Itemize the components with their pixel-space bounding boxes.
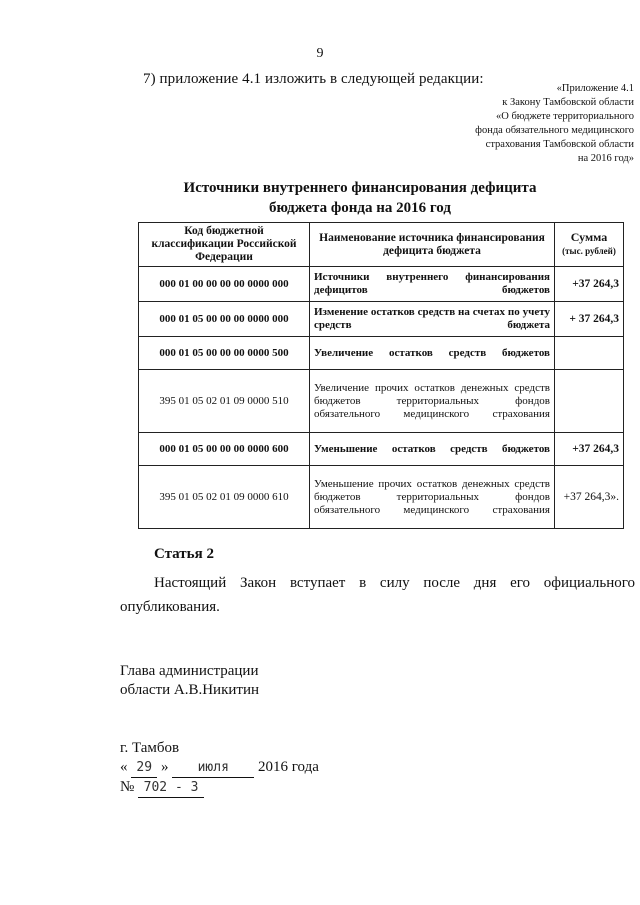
signature-block: [120, 662, 259, 700]
table-row: [139, 370, 624, 433]
cell-code: 000 01 05 00 00 00 0000 000: [139, 302, 310, 337]
header-sum: [555, 223, 624, 267]
cell-sum: +37 264,3: [555, 433, 624, 466]
number-label: №: [120, 779, 135, 795]
signature-title: Глава администрации: [120, 663, 259, 679]
cell-code: 000 01 05 00 00 00 0000 500: [139, 337, 310, 370]
table-row: [139, 267, 624, 302]
table-row: [139, 337, 624, 370]
appendix-reference: [434, 82, 634, 166]
article-text: Настоящий Закон вступает в силу после дня его официального опубликования.: [120, 575, 635, 615]
header-code: Код бюджетной классификации Российской Федерации: [139, 223, 310, 267]
cell-sum: +37 264,3: [555, 267, 624, 302]
date-year: 2016 года: [258, 759, 319, 775]
page-number: 9: [316, 46, 324, 61]
table-header-row: [139, 223, 624, 267]
cell-code: 395 01 05 02 01 09 0000 610: [139, 466, 310, 529]
place-date-block: [120, 739, 319, 798]
date-day: 29: [131, 758, 157, 778]
cell-name: Уменьшение остатков средств бюджетов: [310, 433, 555, 466]
header-name: Наименование источника финансирования дефицита бюджета: [310, 223, 555, 267]
article-heading: Статья 2: [154, 546, 214, 562]
date-line: [120, 758, 319, 778]
cell-name: Уменьшение прочих остатков денежных средств бюджетов территориальных фондов обязательного медицинского страхования: [310, 466, 555, 529]
table-row: [139, 302, 624, 337]
cell-sum: +37 264,3».: [555, 466, 624, 529]
signature-name: области А.В.Никитин: [120, 682, 260, 698]
header-sum-unit: (тыс. рублей): [562, 246, 616, 256]
appendix-line: «О бюджете территориального: [496, 111, 634, 122]
cell-code: 000 01 05 00 00 00 0000 600: [139, 433, 310, 466]
date-month: июля: [172, 758, 254, 778]
appendix-line: «Приложение 4.1: [556, 83, 634, 94]
document-title: [150, 178, 570, 218]
title-line-1: Источники внутреннего финансирования дефицита: [183, 180, 537, 196]
title-line-2: бюджета фонда на 2016 год: [269, 200, 451, 216]
intro-text: 7) приложение 4.1 изложить в следующей редакции:: [143, 71, 484, 87]
number-value: 702 - З: [138, 778, 204, 798]
table-row: [139, 466, 624, 529]
cell-sum: + 37 264,3: [555, 302, 624, 337]
appendix-line: к Закону Тамбовской области: [502, 97, 634, 108]
cell-name: Увеличение остатков средств бюджетов: [310, 337, 555, 370]
city: г. Тамбов: [120, 740, 180, 756]
cell-sum: [555, 337, 624, 370]
cell-name: Увеличение прочих остатков денежных средств бюджетов территориальных фондов обязательного медицинского страхования: [310, 370, 555, 433]
appendix-line: фонда обязательного медицинского: [475, 125, 634, 136]
cell-sum: [555, 370, 624, 433]
table-row: [139, 433, 624, 466]
appendix-line: на 2016 год»: [577, 153, 634, 164]
appendix-line: страхования Тамбовской области: [485, 139, 634, 150]
header-sum-label: Сумма: [570, 230, 608, 244]
date-quote-close: »: [161, 759, 169, 775]
cell-name: Источники внутреннего финансирования дефицитов бюджетов: [310, 267, 555, 302]
number-line: [120, 778, 319, 798]
sources-table: [138, 222, 624, 529]
cell-code: 395 01 05 02 01 09 0000 510: [139, 370, 310, 433]
date-quote-open: «: [120, 759, 128, 775]
cell-name: Изменение остатков средств на счетах по учету средств бюджета: [310, 302, 555, 337]
cell-code: 000 01 00 00 00 00 0000 000: [139, 267, 310, 302]
